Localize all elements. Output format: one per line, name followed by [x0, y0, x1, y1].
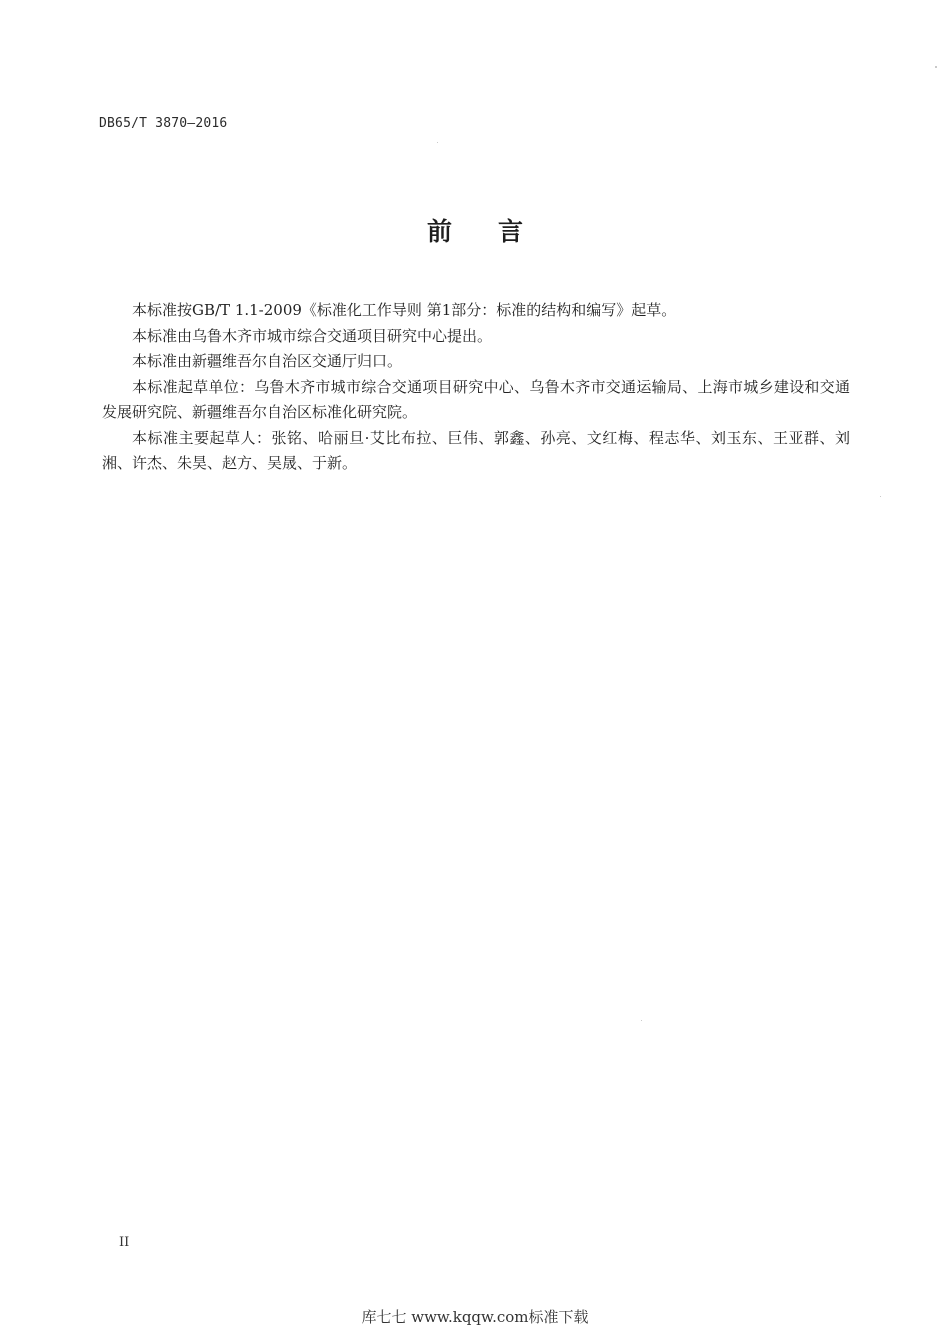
- paragraph-centralized-unit: 本标准由新疆维吾尔自治区交通厅归口。: [132, 352, 403, 370]
- page-number: II: [119, 1235, 130, 1250]
- foreword-body: [102, 298, 850, 477]
- paragraph-drafting-rules: 本标准按GB/T 1.1-2009《标准化工作导则 第1部分：标准的结构和编写》起草。: [132, 301, 677, 319]
- section-title: 前言: [426, 217, 569, 246]
- document-code: DB65/T 3870—2016: [99, 116, 228, 131]
- scan-speck: [641, 1020, 642, 1021]
- paragraph-main-drafters: 本标准主要起草人：张铭、哈丽旦·艾比布拉、巨伟、郭鑫、孙亮、文红梅、程志华、刘玉东、王亚群、刘湘、许杰、朱昊、赵方、吴晟、于新。: [102, 428, 850, 472]
- scan-speck: [935, 66, 937, 68]
- scan-speck: [437, 142, 438, 143]
- paragraph-drafting-units: 本标准起草单位：乌鲁木齐市城市综合交通项目研究中心、乌鲁木齐市交通运输局、上海市城乡建设和交通发展研究院、新疆维吾尔自治区标准化研究院。: [102, 377, 850, 421]
- scan-speck: [880, 496, 881, 497]
- watermark-text: 库七七 www.kqqw.com标准下载: [361, 1308, 589, 1326]
- paragraph-proposer: 本标准由乌鲁木齐市城市综合交通项目研究中心提出。: [132, 326, 493, 345]
